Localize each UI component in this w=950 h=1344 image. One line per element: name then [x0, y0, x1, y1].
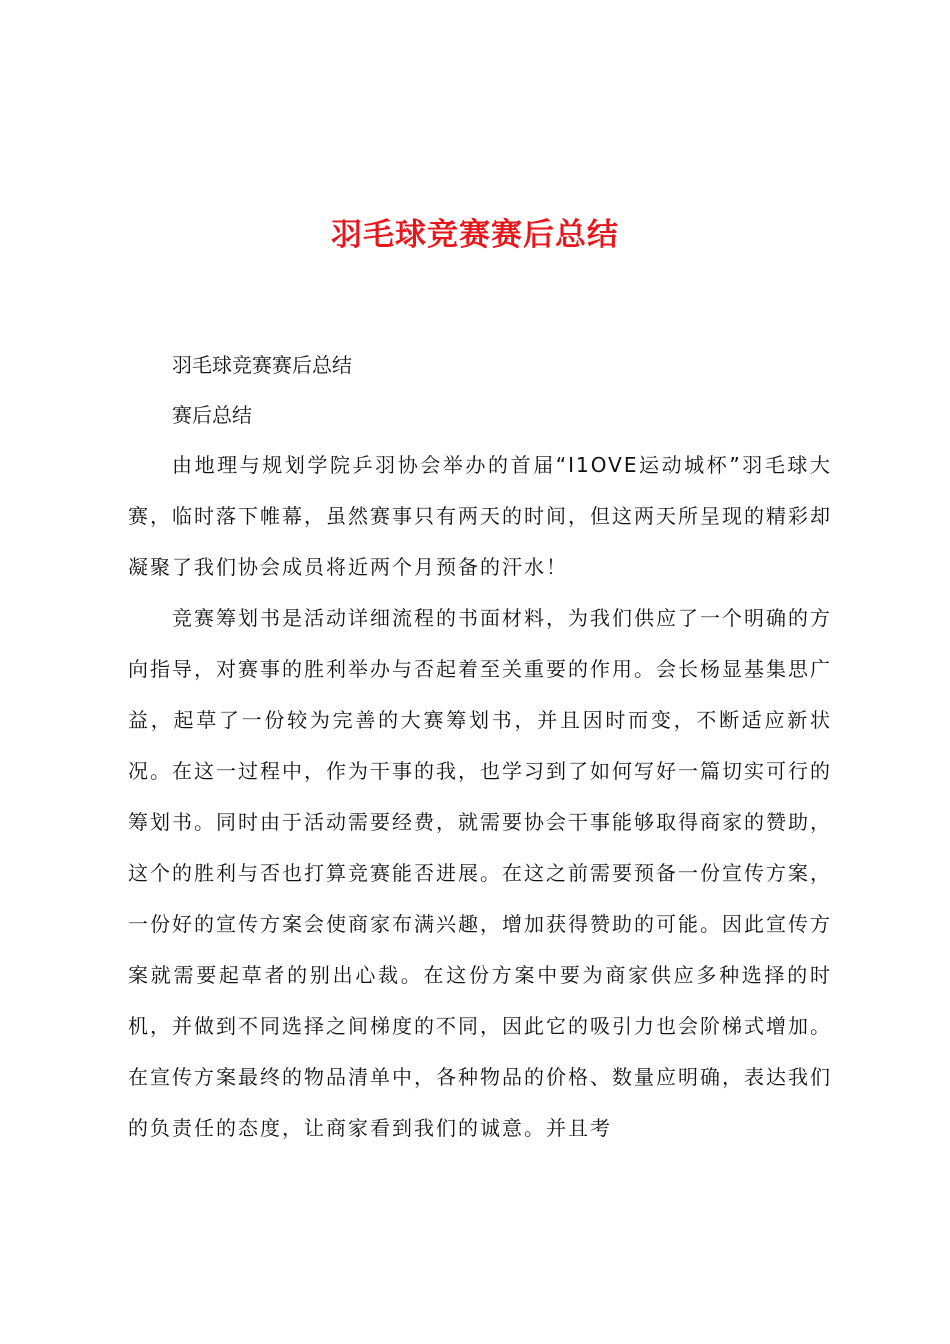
section-heading: 赛后总结	[172, 403, 252, 427]
document-body	[128, 340, 832, 1154]
body-paragraph: 由地理与规划学院乒羽协会举办的首届“I1OVE运动城杯”羽毛球大赛，临时落下帷幕，虽然赛事只有两天的时间，但这两天所呈现的精彩却凝聚了我们协会成员将近两个月预备的汗水！	[128, 453, 832, 579]
document-title: 羽毛球竞赛赛后总结	[331, 217, 619, 253]
document-subtitle: 羽毛球竞赛赛后总结	[172, 353, 352, 377]
body-paragraph: 竞赛筹划书是活动详细流程的书面材料，为我们供应了一个明确的方向指导，对赛事的胜利举办与否起着至关重要的作用。会长杨显基集思广益，起草了一份较为完善的大赛筹划书，并且因时而变，不断适应新状况。在这一过程中，作为干事的我，也学习到了如何写好一篇切实可行的筹划书。同时由于活动需要经费，就需要协会干事能够取得商家的赞助，这个的胜利与否也打算竞赛能否进展。在这之前需要预备一份宣传方案，一份好的宣传方案会使商家布满兴趣，增加获得赞助的可能。因此宣传方案就需要起草者的别出心裁。在这份方案中要为商家供应多种选择的时机，并做到不同选择之间梯度的不同，因此它的吸引力也会阶梯式增加。在宣传方案最终的物品清单中，各种物品的价格、数量应明确，表达我们的负责任的态度，让商家看到我们的诚意。并且考	[128, 606, 832, 1140]
